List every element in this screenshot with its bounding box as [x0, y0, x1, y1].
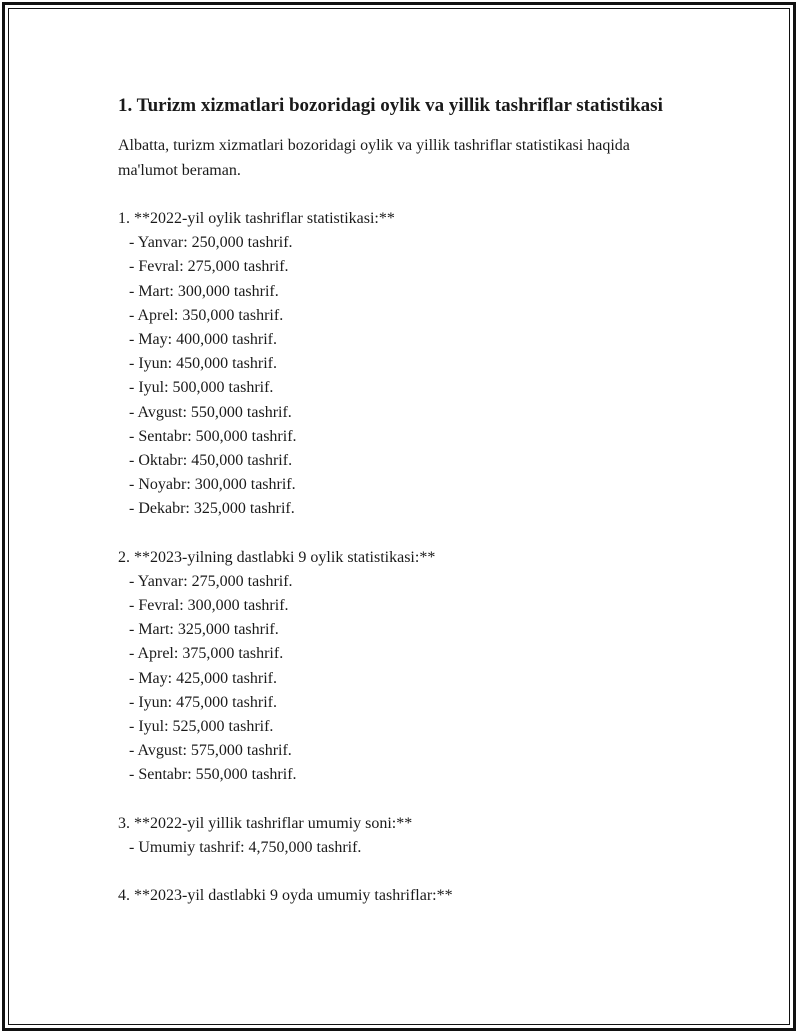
list-item: - Iyul: 525,000 tashrif. [129, 718, 274, 736]
list-item: - Mart: 325,000 tashrif. [129, 621, 279, 639]
list-item: - Sentabr: 550,000 tashrif. [129, 766, 297, 784]
list-item: - Noyabr: 300,000 tashrif. [129, 476, 296, 494]
list-item: - May: 400,000 tashrif. [129, 331, 277, 349]
list-item: - Fevral: 275,000 tashrif. [129, 258, 289, 276]
list-item: - Mart: 300,000 tashrif. [129, 282, 279, 300]
list-item: - Oktabr: 450,000 tashrif. [129, 452, 293, 470]
list-item: - Iyun: 450,000 tashrif. [129, 355, 277, 373]
document-title: 1. Turizm xizmatlari bozoridagi oylik va yillik tashriflar statistikasi [118, 95, 663, 116]
intro-paragraph: Albatta, turizm xizmatlari bozoridagi oylik va yillik tashriflar statistikasi haqida ma'lumot beraman. [118, 137, 630, 179]
section-heading: 4. **2023-yil dastlabki 9 oyda umumiy tashriflar:** [118, 887, 453, 905]
section-heading: 3. **2022-yil yillik tashriflar umumiy soni:** [118, 814, 413, 832]
section-1 [118, 207, 678, 522]
list-item: - Aprel: 350,000 tashrif. [129, 306, 284, 324]
list-item: - Umumiy tashrif: 4,750,000 tashrif. [129, 838, 362, 856]
section-3 [118, 812, 678, 860]
list-item: - Yanvar: 275,000 tashrif. [129, 572, 293, 590]
document-body [118, 92, 678, 932]
section-2 [118, 546, 678, 788]
list-item: - Dekabr: 325,000 tashrif. [129, 500, 295, 518]
list-item: - May: 425,000 tashrif. [129, 669, 277, 687]
sections-container [118, 207, 678, 908]
list-item: - Avgust: 575,000 tashrif. [129, 742, 292, 760]
list-item: - Iyul: 500,000 tashrif. [129, 379, 274, 397]
section-heading: 2. **2023-yilning dastlabki 9 oylik statistikasi:** [118, 548, 436, 566]
list-item: - Iyun: 475,000 tashrif. [129, 693, 277, 711]
list-item: - Yanvar: 250,000 tashrif. [129, 234, 293, 252]
section-4 [118, 884, 678, 908]
section-heading: 1. **2022-yil oylik tashriflar statistikasi:** [118, 210, 395, 227]
list-item: - Avgust: 550,000 tashrif. [129, 403, 292, 421]
list-item: - Aprel: 375,000 tashrif. [129, 645, 284, 663]
list-item: - Fevral: 300,000 tashrif. [129, 597, 289, 615]
list-item: - Sentabr: 500,000 tashrif. [129, 427, 297, 445]
